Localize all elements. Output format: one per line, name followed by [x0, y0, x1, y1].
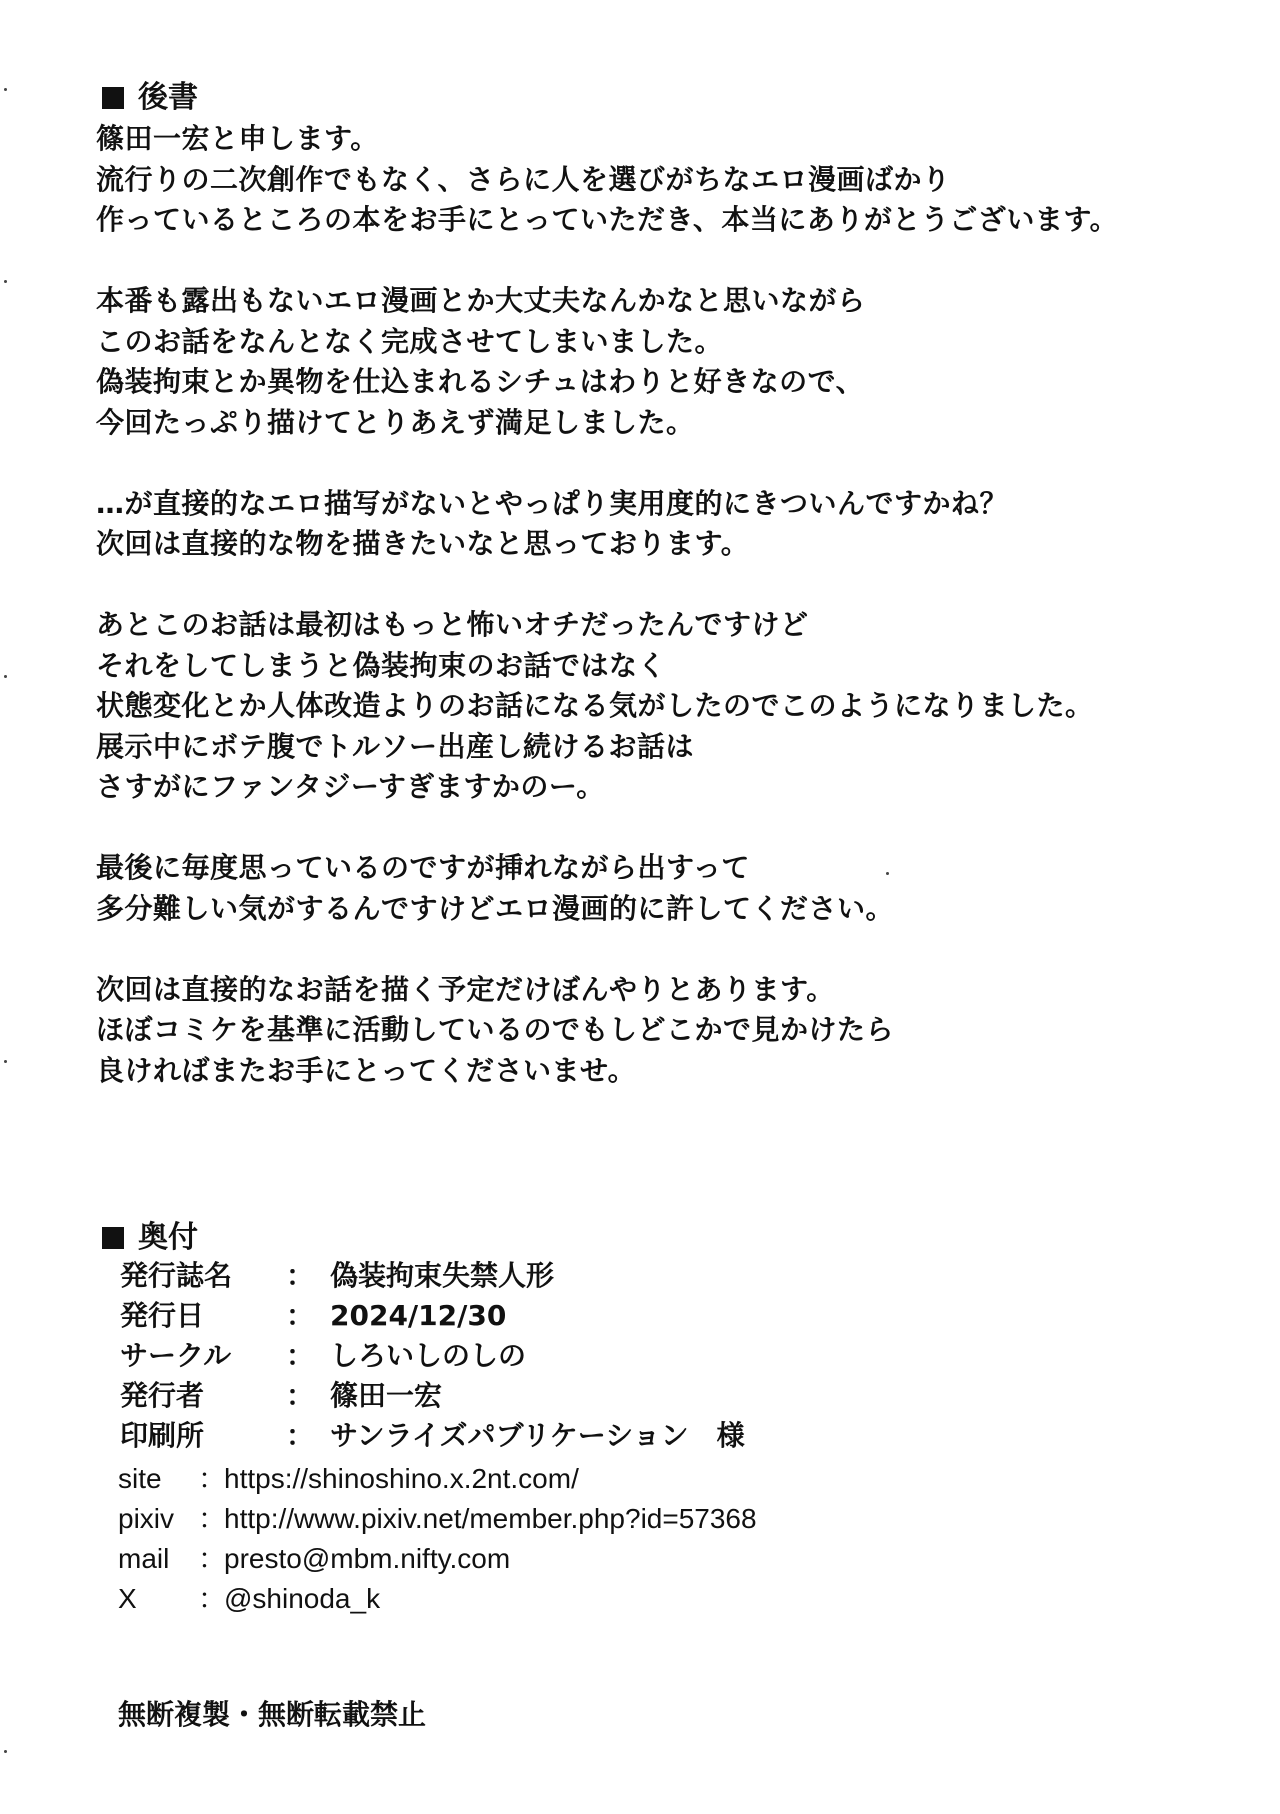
- colophon-row-publisher: [120, 1376, 1020, 1416]
- link-row-site: [118, 1459, 1018, 1499]
- copyright-notice: 無断複製・無断転載禁止: [118, 1698, 427, 1731]
- colophon-label: サークル: [120, 1339, 232, 1372]
- paragraph-gap: [96, 808, 1216, 849]
- scan-speck: [4, 1750, 7, 1753]
- colophon-table: [120, 1256, 1020, 1456]
- link-separator: ：: [198, 1583, 227, 1614]
- afterword-line: あとこのお話は最初はもっと怖いオチだったんですけど: [96, 608, 809, 641]
- scan-speck: [886, 872, 889, 875]
- colophon-row-title: [120, 1256, 1020, 1296]
- afterword-line: 作っているところの本をお手にとっていただき、本当にありがとうございます。: [96, 203, 1119, 236]
- afterword-line: 本番も露出もないエロ漫画とか大丈夫なんかなと思いながら: [96, 284, 866, 317]
- link-label: pixiv: [118, 1503, 175, 1534]
- colophon-value: 篠田一宏: [330, 1379, 443, 1412]
- paragraph-gap: [96, 241, 1216, 282]
- colophon-row-date: [120, 1296, 1020, 1336]
- scan-speck: [4, 675, 7, 678]
- colophon-heading-text: 奥付: [138, 1220, 198, 1255]
- afterword-line: …が直接的なエロ描写がないとやっぱり実用度的にきついんですかね？: [96, 486, 1009, 520]
- afterword-line: 次回は直接的なお話を描く予定だけぼんやりとあります。: [96, 972, 835, 1006]
- pixiv-link[interactable]: http://www.pixiv.net/member.php?id=57368: [224, 1503, 757, 1534]
- afterword-line: ほぼコミケを基準に活動しているのでもしどこかで見かけたら: [96, 1013, 895, 1046]
- scan-speck: [4, 1060, 7, 1063]
- link-row-mail: [118, 1539, 1018, 1579]
- afterword-line: 今回たっぷり描けてとりあえず満足しました。: [96, 405, 695, 439]
- colophon-label: 発行日: [120, 1299, 205, 1332]
- link-row-pixiv: [118, 1499, 1018, 1539]
- site-link[interactable]: https://shinoshino.x.2nt.com/: [224, 1463, 579, 1494]
- mail-link[interactable]: presto@mbm.nifty.com: [224, 1543, 511, 1574]
- afterword-line: 篠田一宏と申します。: [96, 122, 379, 155]
- link-separator: ：: [198, 1503, 227, 1534]
- colophon-row-printer: [120, 1416, 1020, 1456]
- colophon-separator: ：: [285, 1339, 314, 1372]
- colophon-heading: [102, 1218, 198, 1258]
- afterword-line: 流行りの二次創作でもなく、さらに人を選びがちなエロ漫画ばかり: [96, 162, 951, 196]
- afterword-line: 最後に毎度思っているのですが挿れながら出すって: [96, 851, 750, 884]
- colophon-separator: ：: [285, 1379, 314, 1412]
- colophon-label: 発行者: [120, 1379, 205, 1412]
- colophon-value: しろいしのしの: [330, 1339, 527, 1372]
- link-label: X: [118, 1583, 137, 1614]
- square-bullet-icon: [102, 1227, 124, 1249]
- afterword-line: このお話をなんとなく完成させてしまいました。: [96, 324, 724, 358]
- afterword-line: 良ければまたお手にとってくださいませ。: [96, 1053, 637, 1087]
- paragraph-gap: [96, 443, 1216, 484]
- afterword-line: 次回は直接的な物を描きたいなと思っております。: [96, 527, 750, 560]
- paragraph-gap: [96, 929, 1216, 970]
- colophon-separator: ：: [285, 1419, 314, 1452]
- afterword-line: 多分難しい気がするんですけどエロ漫画的に許してください。: [96, 891, 895, 925]
- afterword-line: それをしてしまうと偽装拘束のお話ではなく: [96, 648, 667, 682]
- link-separator: ：: [198, 1543, 227, 1574]
- link-separator: ：: [198, 1463, 227, 1494]
- colophon-label: 発行誌名: [120, 1259, 233, 1292]
- link-label: site: [118, 1463, 162, 1494]
- contact-links: [118, 1459, 1018, 1619]
- link-row-x: [118, 1579, 1018, 1619]
- colophon-value: 偽装拘束失禁人形: [330, 1259, 555, 1292]
- colophon-value: 2024/12/30: [330, 1299, 507, 1332]
- scan-speck: [4, 280, 7, 283]
- colophon-separator: ：: [285, 1259, 314, 1292]
- colophon-label: 印刷所: [120, 1419, 205, 1452]
- afterword-heading: [102, 78, 198, 118]
- afterword-line: 状態変化とか人体改造よりのお話になる気がしたのでこのようになりました。: [96, 689, 1094, 722]
- paragraph-gap: [96, 565, 1216, 606]
- colophon-separator: ：: [285, 1299, 314, 1332]
- square-bullet-icon: [102, 87, 124, 109]
- colophon-value: サンライズパブリケーション 様: [330, 1419, 745, 1452]
- scan-speck: [4, 88, 7, 91]
- afterword-line: 偽装拘束とか異物を仕込まれるシチュはわりと好きなので、: [96, 365, 865, 398]
- afterword-line: さすがにファンタジーすぎますかのー。: [96, 770, 605, 803]
- afterword-body: [96, 119, 1216, 1091]
- link-label: mail: [118, 1543, 170, 1574]
- afterword-line: 展示中にボテ腹でトルソー出産し続けるお話は: [96, 729, 694, 763]
- x-handle-link[interactable]: @shinoda_k: [224, 1583, 381, 1614]
- colophon-row-circle: [120, 1336, 1020, 1376]
- afterword-heading-text: 後書: [138, 80, 198, 115]
